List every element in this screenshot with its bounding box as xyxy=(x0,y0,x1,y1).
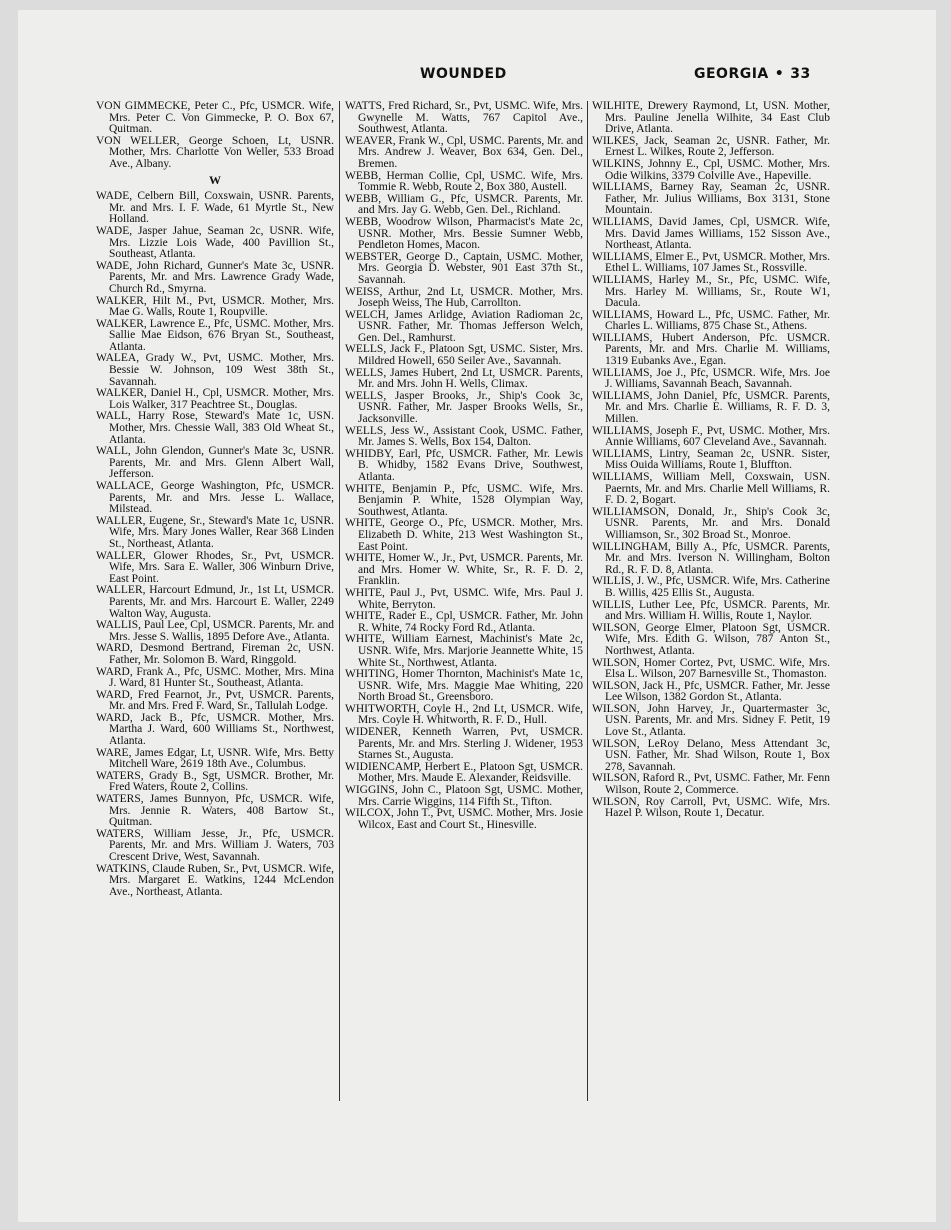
list-entry: WILLIAMS, Joe J., Pfc, USMCR. Wife, Mrs. Joe J. Williams, Savannah Beach, Savannah. xyxy=(592,366,830,391)
list-entry: WILSON, George Elmer, Platoon Sgt, USMCR. Wife, Mrs. Edith G. Wilson, 787 Anton St., Northwest, Atlanta. xyxy=(592,621,830,657)
list-entry: WILLIS, Luther Lee, Pfc, USMCR. Parents, Mr. and Mrs. William H. Willis, Route 1, Naylor. xyxy=(592,598,830,623)
list-entry: WALEA, Grady W., Pvt, USMC. Mother, Mrs. Bessie W. Johnson, 109 West 38th St., Savannah. xyxy=(96,352,334,388)
list-entry: WIGGINS, John C., Platoon Sgt, USMC. Mother, Mrs. Carrie Wiggins, 114 Fifth St., Tifton. xyxy=(345,784,583,808)
list-entry: WHITING, Homer Thornton, Machinist's Mate 1c, USNR. Wife, Mrs. Maggie Mae Whiting, 220 North Broad St., Greensboro. xyxy=(345,668,583,704)
list-entry: WILLIAMS, David James, Cpl, USMCR. Wife, Mrs. David James Williams, 152 Sisson Ave., Northeast, Atlanta. xyxy=(592,215,830,252)
list-entry: WEISS, Arthur, 2nd Lt, USMCR. Mother, Mrs. Joseph Weiss, The Hub, Carrollton. xyxy=(345,285,583,310)
list-entry: WILLIAMS, John Daniel, Pfc, USMCR. Parents, Mr. and Mrs. Charlie E. Williams, R. F. D. 3, Millen. xyxy=(592,389,830,426)
column-2 xyxy=(345,101,583,831)
list-entry: WIDENER, Kenneth Warren, Pvt, USMCR. Parents, Mr. and Mrs. Sterling J. Widener, 1953 Starnes St., Augusta. xyxy=(345,726,583,762)
list-entry: WALLIS, Paul Lee, Cpl, USMCR. Parents, Mr. and Mrs. Jesse S. Wallis, 1895 Defore Ave., Atlanta. xyxy=(96,619,334,643)
list-entry: WILLIAMS, Elmer E., Pvt, USMCR. Mother, Mrs. Ethel L. Williams, 107 James St., Rossville. xyxy=(592,250,830,275)
section-title: WOUNDED xyxy=(420,66,507,82)
list-entry: WHIDBY, Earl, Pfc, USMCR. Father, Mr. Lewis B. Whidby, 1582 Evans Drive, Southwest, Atlanta. xyxy=(345,447,583,483)
list-entry: WILLIS, J. W., Pfc, USMCR. Wife, Mrs. Catherine B. Willis, 425 Ellis St., Augusta. xyxy=(592,575,830,599)
list-entry: WELLS, Jasper Brooks, Jr., Ship's Cook 3c, USNR. Father, Mr. Jasper Brooks Wells, Sr., Jacksonville. xyxy=(345,389,583,426)
list-entry: WALKER, Daniel H., Cpl, USMCR. Mother, Mrs. Lois Walker, 317 Peachtree St., Douglas. xyxy=(96,387,334,411)
list-entry: WHITE, William Earnest, Machinist's Mate 2c, USNR. Wife, Mrs. Marjorie Jeannette White, 15 White St., Northwest, Atlanta. xyxy=(345,633,583,669)
page-number: 33 xyxy=(790,66,811,82)
list-entry: WEBB, Woodrow Wilson, Pharmacist's Mate 2c, USNR. Mother, Mrs. Bessie Sumner Webb, Pendleton Homes, Macon. xyxy=(345,215,583,252)
column-3 xyxy=(592,101,830,820)
list-entry: WARD, Desmond Bertrand, Fireman 2c, USN. Father, Mr. Solomon B. Ward, Ringgold. xyxy=(96,642,334,666)
letter-heading: W xyxy=(209,172,221,187)
list-entry: WALLER, Harcourt Edmund, Jr., 1st Lt, USMCR. Parents, Mr. and Mrs. Harcourt E. Waller, 2249 Walton Way, Augusta. xyxy=(96,584,334,620)
list-entry: WILLIAMS, Joseph F., Pvt, USMC. Mother, Mrs. Annie Williams, 607 Cleveland Ave., Savannah. xyxy=(592,424,830,449)
list-entry: WHITE, George O., Pfc, USMCR. Mother, Mrs. Elizabeth D. White, 213 West Washington St., East Point. xyxy=(345,517,583,553)
list-entry: WIDIENCAMP, Herbert E., Platoon Sgt, USMCR. Mother, Mrs. Maude E. Alexander, Reidsville. xyxy=(345,760,583,785)
list-entry: WALKER, Lawrence E., Pfc, USMC. Mother, Mrs. Sallie Mae Eidson, 676 Bryan St., Southeast, Atlanta. xyxy=(96,317,334,353)
list-entry: WEBB, William G., Pfc, USMCR. Parents, Mr. and Mrs. Jay G. Webb, Gen. Del., Richland. xyxy=(345,192,583,217)
running-head xyxy=(694,66,811,82)
list-entry: WILSON, Raford R., Pvt, USMC. Father, Mr. Fenn Wilson, Route 2, Commerce. xyxy=(592,772,830,797)
list-entry: WELLS, Jack F., Platoon Sgt, USMC. Sister, Mrs. Mildred Howell, 650 Seiler Ave., Savannah. xyxy=(345,343,583,368)
list-entry: WILSON, John Harvey, Jr., Quartermaster 3c, USN. Parents, Mr. and Mrs. Sidney F. Petit, 19 Love St., Atlanta. xyxy=(592,702,830,739)
list-entry: WILLIAMS, Barney Ray, Seaman 2c, USNR. Father, Mr. Julius Williams, Box 3131, Stone Mountain. xyxy=(592,181,830,217)
list-entry: WALL, John Glendon, Gunner's Mate 3c, USNR. Parents, Mr. and Mrs. Glenn Albert Wall, Jefferson. xyxy=(96,445,334,481)
list-entry: WILLIAMSON, Donald, Jr., Ship's Cook 3c, USNR. Parents, Mr. and Mrs. Donald Williamson, Sr., 302 Broad St., Monroe. xyxy=(592,505,830,541)
list-entry: WILLIAMS, Harley M., Sr., Pfc, USMC. Wife, Mrs. Harley M. Williams, Sr., Route W1, Dacula. xyxy=(592,273,830,310)
list-entry: WATERS, Grady B., Sgt, USMCR. Brother, Mr. Fred Waters, Route 2, Collins. xyxy=(96,769,334,794)
separator-dot: • xyxy=(774,66,785,82)
list-entry: WATKINS, Claude Ruben, Sr., Pvt, USMCR. Wife, Mrs. Margaret E. Watkins, 1244 McLendon Ave., Northeast, Atlanta. xyxy=(96,862,334,898)
list-entry: WILCOX, John T., Pvt, USMC. Mother, Mrs. Josie Wilcox, East and Court St., Hinesville. xyxy=(345,807,583,831)
state-name: GEORGIA xyxy=(694,66,769,82)
column-rule xyxy=(587,101,588,1101)
list-entry: WARE, James Edgar, Lt, USNR. Wife, Mrs. Betty Mitchell Ware, 2619 18th Ave., Columbus. xyxy=(96,746,334,771)
list-entry: WATERS, William Jesse, Jr., Pfc, USMCR. Parents, Mr. and Mrs. William J. Waters, 703 Crescent Drive, West, Savannah. xyxy=(96,827,334,863)
list-entry: WILLIAMS, William Mell, Coxswain, USN. Paernts, Mr. and Mrs. Charlie Mell Williams, R. F. D. 2, Bogart. xyxy=(592,471,830,507)
list-entry: WILHITE, Drewery Raymond, Lt, USN. Mother, Mrs. Pauline Jenella Wilhite, 34 East Club Drive, Atlanta. xyxy=(592,100,830,136)
list-entry: VON GIMMECKE, Peter C., Pfc, USMCR. Wife, Mrs. Peter C. Von Gimmecke, P. O. Box 67, Quitman. xyxy=(96,100,334,136)
list-entry: WARD, Jack B., Pfc, USMCR. Mother, Mrs. Martha J. Ward, 600 Williams St., Northwest, Atlanta. xyxy=(96,711,334,748)
list-entry: WILLIAMS, Howard L., Pfc, USMC. Father, Mr. Charles L. Williams, 875 Chase St., Athens. xyxy=(592,308,830,333)
list-entry: WALKER, Hilt M., Pvt, USMCR. Mother, Mrs. Mae G. Walls, Route 1, Roupville. xyxy=(96,294,334,319)
list-entry: WILLINGHAM, Billy A., Pfc, USMCR. Parents, Mr. and Mrs. Iverson N. Willingham, Bolton Rd., R. F. D. 8, Atlanta. xyxy=(592,540,830,576)
list-entry: WILSON, Roy Carroll, Pvt, USMC. Wife, Mrs. Hazel P. Wilson, Route 1, Decatur. xyxy=(592,795,830,820)
list-entry: WALLER, Eugene, Sr., Steward's Mate 1c, USNR. Wife, Mrs. Mary Jones Waller, Rear 368 Linden St., Northeast, Atlanta. xyxy=(96,514,334,550)
list-entry: WALLER, Glower Rhodes, Sr., Pvt, USMCR. Wife, Mrs. Sara E. Waller, 306 Winburn Drive, East Point. xyxy=(96,549,334,585)
list-entry: WEAVER, Frank W., Cpl, USMC. Parents, Mr. and Mrs. Andrew J. Weaver, Box 634, Gen. Del., Bremen. xyxy=(345,134,583,170)
list-entry: WILSON, Jack H., Pfc, USMCR. Father, Mr. Jesse Lee Wilson, 1382 Gordon St., Atlanta. xyxy=(592,679,830,704)
list-entry: WEBSTER, George D., Captain, USMC. Mother, Mrs. Georgia D. Webster, 901 East 37th St., Savannah. xyxy=(345,250,583,286)
list-entry: WHITE, Benjamin P., Pfc, USMC. Wife, Mrs. Benjamin P. White, 1528 Olympian Way, Southwest, Atlanta. xyxy=(345,482,583,518)
list-entry: WHITWORTH, Coyle H., 2nd Lt, USMCR. Wife, Mrs. Coyle H. Whitworth, R. F. D., Hull. xyxy=(345,702,583,727)
column-rule xyxy=(339,101,340,1101)
list-entry: WATERS, James Bunnyon, Pfc, USMCR. Wife, Mrs. Jennie R. Waters, 408 Bartow St., Quitman. xyxy=(96,793,334,829)
list-entry: WHITE, Homer W., Jr., Pvt, USMCR. Parents, Mr. and Mrs. Homer W. White, Sr., R. F. D. 2, Franklin. xyxy=(345,552,583,588)
column-1 xyxy=(96,101,334,898)
list-entry: WELLS, Jess W., Assistant Cook, USMC. Father, Mr. James S. Wells, Box 154, Dalton. xyxy=(345,424,583,449)
list-entry: WILKES, Jack, Seaman 2c, USNR. Father, Mr. Ernest L. Wilkes, Route 2, Jefferson. xyxy=(592,134,830,159)
list-entry: WEBB, Herman Collie, Cpl, USMC. Wife, Mrs. Tommie R. Webb, Route 2, Box 380, Austell. xyxy=(345,169,583,194)
list-entry: WELLS, James Hubert, 2nd Lt, USMCR. Parents, Mr. and Mrs. John H. Wells, Climax. xyxy=(345,366,583,391)
list-entry: WALL, Harry Rose, Steward's Mate 1c, USN. Mother, Mrs. Chessie Wall, 383 Old Wheat St., Atlanta. xyxy=(96,410,334,446)
list-entry: WADE, Jasper Jahue, Seaman 2c, USNR. Wife, Mrs. Lizzie Lois Wade, 400 Pavillion St., Southeast, Atlanta. xyxy=(96,224,334,261)
list-entry: WARD, Frank A., Pfc, USMC. Mother, Mrs. Mina J. Ward, 81 Hunter St., Southeast, Atlanta. xyxy=(96,665,334,690)
list-entry: WILSON, Homer Cortez, Pvt, USMC. Wife, Mrs. Elsa L. Wilson, 207 Barnesville St., Thomaston. xyxy=(592,656,830,681)
list-entry: WILLIAMS, Hubert Anderson, Pfc. USMCR. Parents, Mr. and Mrs. Charlie M. Williams, 1319 Eubanks Ave., Egan. xyxy=(592,331,830,368)
list-entry: WARD, Fred Fearnot, Jr., Pvt, USMCR. Parents, Mr. and Mrs. Fred F. Ward, Sr., Tallulah Lodge. xyxy=(96,688,334,713)
list-entry: WELCH, James Arlidge, Aviation Radioman 2c, USNR. Father, Mr. Thomas Jefferson Welch, Gen. Del., Ramhurst. xyxy=(345,308,583,344)
list-entry: WALLACE, George Washington, Pfc, USMCR. Parents, Mr. and Mrs. Jesse L. Wallace, Milstead. xyxy=(96,480,334,516)
list-entry: WHITE, Rader E., Cpl, USMCR. Father, Mr. John R. White, 74 Rocky Ford Rd., Atlanta. xyxy=(345,610,583,634)
list-entry: WILSON, LeRoy Delano, Mess Attendant 3c, USN. Father, Mr. Shad Wilson, Route 1, Box 278, Savannah. xyxy=(592,737,830,773)
list-entry: WADE, Celbern Bill, Coxswain, USNR. Parents, Mr. and Mrs. I. F. Wade, 61 Myrtle St., New Holland. xyxy=(96,190,334,226)
list-entry: VON WELLER, George Schoen, Lt, USNR. Mother, Mrs. Charlotte Von Weller, 533 Broad Ave., Albany. xyxy=(96,134,334,170)
list-entry: WHITE, Paul J., Pvt, USMC. Wife, Mrs. Paul J. White, Berryton. xyxy=(345,586,583,611)
list-entry: WILLIAMS, Lintry, Seaman 2c, USNR. Sister, Miss Ouida Williams, Route 1, Bluffton. xyxy=(592,447,830,472)
list-entry: WATTS, Fred Richard, Sr., Pvt, USMC. Wife, Mrs. Gwynelle M. Watts, 767 Capitol Ave., Southwest, Atlanta. xyxy=(345,100,583,136)
list-entry: WILKINS, Johnny E., Cpl, USMC. Mother, Mrs. Odie Wilkins, 3379 Colville Ave., Hapeville. xyxy=(592,157,830,182)
list-entry: WADE, John Richard, Gunner's Mate 3c, USNR. Parents, Mr. and Mrs. Lawrence Grady Wade, Church Rd., Smyrna. xyxy=(96,259,334,295)
